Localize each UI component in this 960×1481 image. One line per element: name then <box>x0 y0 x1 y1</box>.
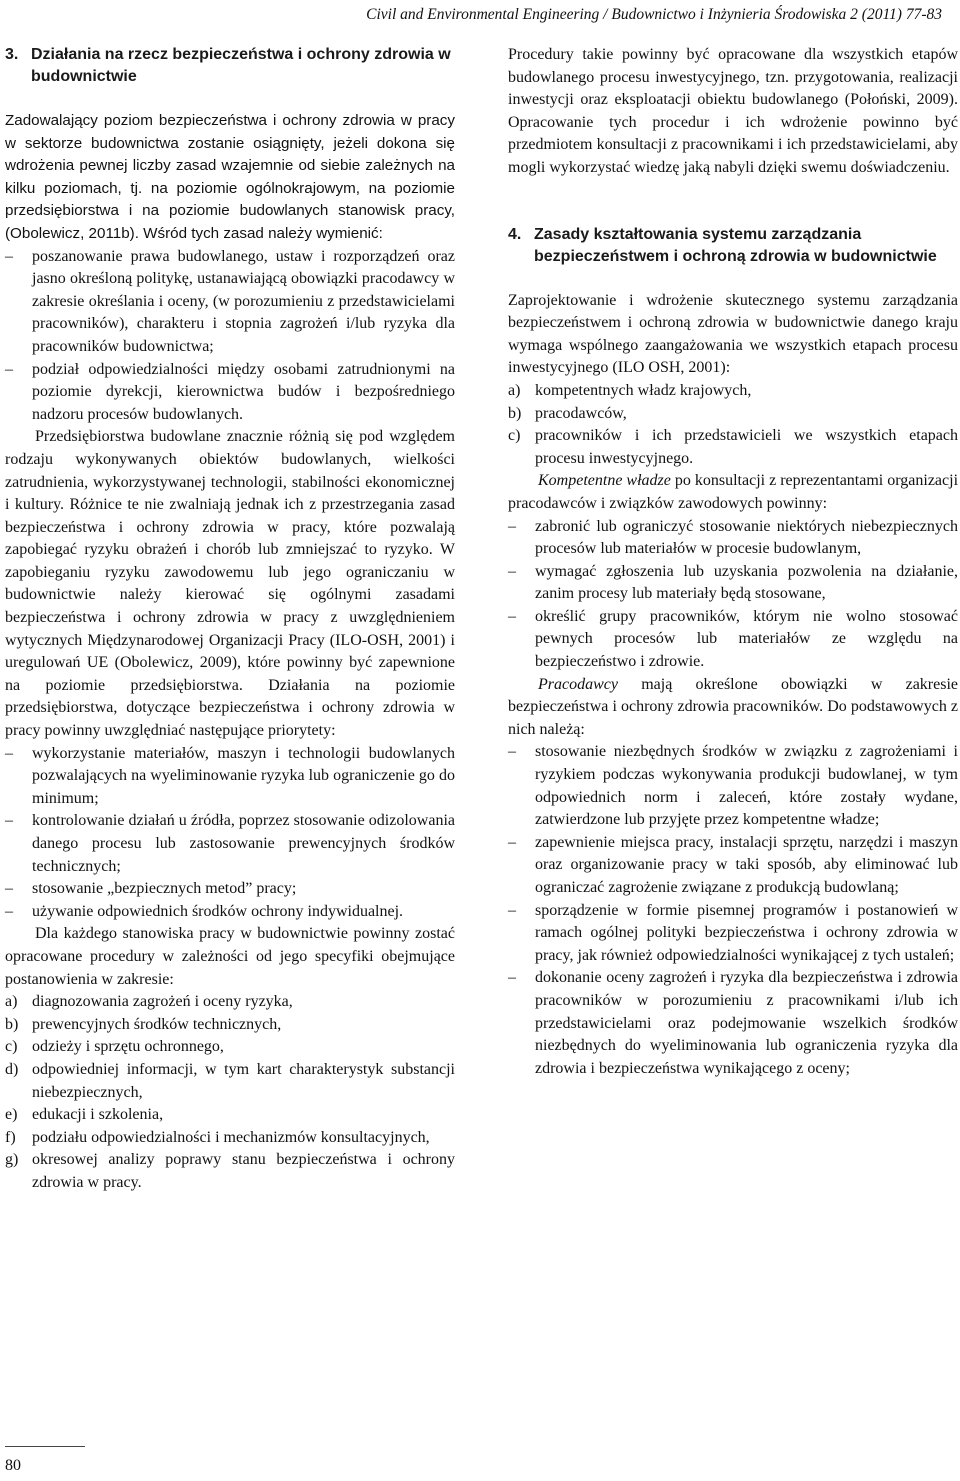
list-item: – stosowanie niezbędnych środków w związku z zagrożeniami i ryzykiem podczas wykonywania produkcji budowlanej, w tym odpowiednich norm i zaleceń, które zostały wydane, zatwierdzone lub przyjęte przez kompetentne władze; <box>508 741 958 831</box>
body-paragraph: Zaprojektowanie i wdrożenie skutecznego systemu zarządzania bezpieczeństwem i ochroną zdrowia w budownictwie danego kraju wymaga wspólnego zaangażowania we wszystkich etapach procesu inwestycyjnego (ILO OSH, 2001): <box>508 291 958 377</box>
procedures-list <box>5 991 455 1194</box>
left-column <box>5 44 455 1195</box>
list-item: – stosowanie „bezpiecznych metod” pracy; <box>5 878 455 901</box>
body-paragraph: Dla każdego stanowiska pracy w budownictwie powinny zostać opracowane procedury w zależności od jego specyfiki obejmujące postanowienia w zakresie: <box>5 925 455 988</box>
section-4-heading <box>508 224 958 268</box>
list-item: – wymagać zgłoszenia lub uzyskania pozwolenia na działanie, zanim procesy lub materiały będą stosowane, <box>508 561 958 606</box>
section-number: 4. <box>508 225 522 243</box>
page-number: 80 <box>5 1457 21 1474</box>
principles-list <box>5 246 455 427</box>
list-item: c) odzieży i sprzętu ochronnego, <box>5 1038 224 1056</box>
list-item: – określić grupy pracowników, którym nie wolno stosować pewnych procesów lub materiałów ze względu na bezpieczeństwo i zdrowie. <box>508 606 958 674</box>
right-column <box>508 44 958 1080</box>
list-item: d) odpowiedniej informacji, w tym kart charakterystyk substancji niebezpiecznych, <box>5 1060 455 1101</box>
list-item: – podział odpowiedzialności między osobami zatrudnionymi na poziomie dyrekcji, kierownictwa budów i bezpośredniego nadzoru procesów budowlanych. <box>5 359 455 427</box>
list-item: – wykorzystanie materiałów, maszyn i technologii budowlanych pozwalających na wyeliminowanie ryzyka lub ograniczenie go do minimum; <box>5 743 455 811</box>
section-number: 3. <box>5 46 19 63</box>
employer-duties-list <box>508 741 958 1080</box>
list-item: a) kompetentnych władz krajowych, <box>508 381 752 399</box>
section-3-heading <box>5 44 455 88</box>
list-item: – kontrolowanie działań u źródła, poprzez stosowanie odizolowania danego procesu lub zastosowanie prewencyjnych środków technicznych; <box>5 810 455 878</box>
list-item: b) prewencyjnych środków technicznych, <box>5 1015 282 1033</box>
list-item: – zapewnienie miejsca pracy, instalacji sprzętu, narzędzi i maszyn oraz organizowanie pracy w taki sposób, aby eliminować lub ograniczać zagrożenie związane z produkcją budowlaną; <box>508 832 958 900</box>
list-item: e) edukacji i szkolenia, <box>5 1106 164 1124</box>
list-item: g) okresowej analizy poprawy stanu bezpieczeństwa i ochrony zdrowia w pracy. <box>5 1151 455 1191</box>
running-header: Civil and Environmental Engineering / Budownictwo i Inżynieria Środowiska 2 (2011) 77-83 <box>366 6 942 23</box>
priorities-list <box>5 743 455 924</box>
list-item: c) pracowników i ich przedstawicieli we wszystkich etapach procesu inwestycyjnego. <box>508 427 958 467</box>
footer-rule <box>5 1446 85 1447</box>
body-paragraph: Kompetentne władze po konsultacji z reprezentantami organizacji pracodawców i związków zawodowych powinny: <box>508 472 959 512</box>
list-item: – dokonanie oceny zagrożeń i ryzyka dla bezpieczeństwa i zdrowia pracowników w porozumieniu z pracownikami i/lub ich przedstawicielami oraz podejmowanie wszelkich środków niezbędnych do wyeliminowania lub ograniczenia ryzyka dla zdrowia i bezpieczeństwa wynikającego z oceny; <box>508 967 958 1080</box>
list-item: – używanie odpowiednich środków ochrony indywidualnej. <box>5 901 455 924</box>
body-paragraph: Przedsiębiorstwa budowlane znacznie różnią się pod względem rodzaju wykonywanych obiektów budowlanych, wielkości zatrudnienia, wykorzystywanej technologii, stabilności ekonomicznej i kultury. Różnice te nie zwalniają jednak ich z przestrzegania zasad bezpieczeństwa i ochrony zdrowia w pracy, które pozwalają zapobiegać ryzyku obrażeń i chorób lub zmniejszać to ryzyko. W zapobieganiu ryzyku zawodowemu lub jego ograniczaniu w budownictwie należy kierować się ogólnymi zasadami bezpieczeństwa i ochrony zdrowia w pracy z uwzględnieniem wytycznych Międzynarodowej Organizacji Pracy (ILO-OSH, 2001) i uregulowań UE (Obolewicz, 2009), które powinny być zapewnione na poziomie przedsiębiorstwa. Działania na poziomie przedsiębiorstwa, dotyczące bezpieczeństwa i ochrony zdrowia w pracy powinny uwzględniać następujące priorytety: <box>5 428 455 740</box>
list-item: a) diagnozowania zagrożeń i oceny ryzyka, <box>5 993 293 1011</box>
list-item: b) pracodawców, <box>508 404 627 422</box>
list-item: – sporządzenie w formie pisemnej programów i postanowień w ramach ogólnej polityki bezpieczeństwa i ochrony zdrowia w pracy, jak również odpowiedzialności wynikającej z tych ustaleń; <box>508 900 958 968</box>
body-paragraph: Pracodawcy mają określone obowiązki w zakresie bezpieczeństwa i ochrony zdrowia pracowników. Do podstawowych z nich należą: <box>508 675 958 738</box>
list-item: – zabronić lub ograniczyć stosowanie niektórych niebezpiecznych procesów lub materiałów w procesie budowlanym, <box>508 516 958 561</box>
body-paragraph: Procedury takie powinny być opracowane dla wszystkich etapów budowlanego procesu inwestycyjnego, tzn. przygotowania, realizacji inwestycji oraz eksploatacji obiektu budowlanego (Połoński, 2009). Opracowanie tych procedur i ich wdrożenie powinno być przedmiotem konsultacji z pracownikami i ich przedstawicielami, aby mogli wykorzystać wiedzę jaką nabyli dzięki swemu doświadczeniu. <box>508 46 958 176</box>
emphasis: Pracodawcy <box>538 675 618 693</box>
emphasis: Kompetentne władze <box>538 472 671 490</box>
intro-paragraph: Zadowalający poziom bezpieczeństwa i ochrony zdrowia w pracy w sektorze budownictwa zostanie osiągnięty, jeżeli dokona się wdrożenia pewnej liczby zasad wzajemnie od siebie zależnych na kilku poziomach, tj. na poziomie ogólnokrajowym, na poziomie przedsiębiorstwa i na poziomie budowlanych stanowisk pracy, (Obolewicz, 2011b). Wśród tych zasad należy wymienić: <box>5 112 455 242</box>
stakeholders-list <box>508 380 958 470</box>
section-title: Zasady kształtowania systemu zarządzania bezpieczeństwem i ochroną zdrowia w budownictwie <box>534 225 937 265</box>
list-item: f) podziału odpowiedzialności i mechanizmów konsultacyjnych, <box>5 1128 430 1146</box>
section-title: Działania na rzecz bezpieczeństwa i ochrony zdrowia w budownictwie <box>31 46 451 85</box>
authorities-list <box>508 516 958 674</box>
list-item: – poszanowanie prawa budowlanego, ustaw i rozporządzeń oraz jasno określoną politykę, ustanawiającą obowiązki pracodawcy w zakresie określania i oceny, (w porozumieniu z przedstawicielami pracowników), charakteru i stopnia zagrożeń i/lub ryzyka dla pracowników budownictwa; <box>5 246 455 359</box>
